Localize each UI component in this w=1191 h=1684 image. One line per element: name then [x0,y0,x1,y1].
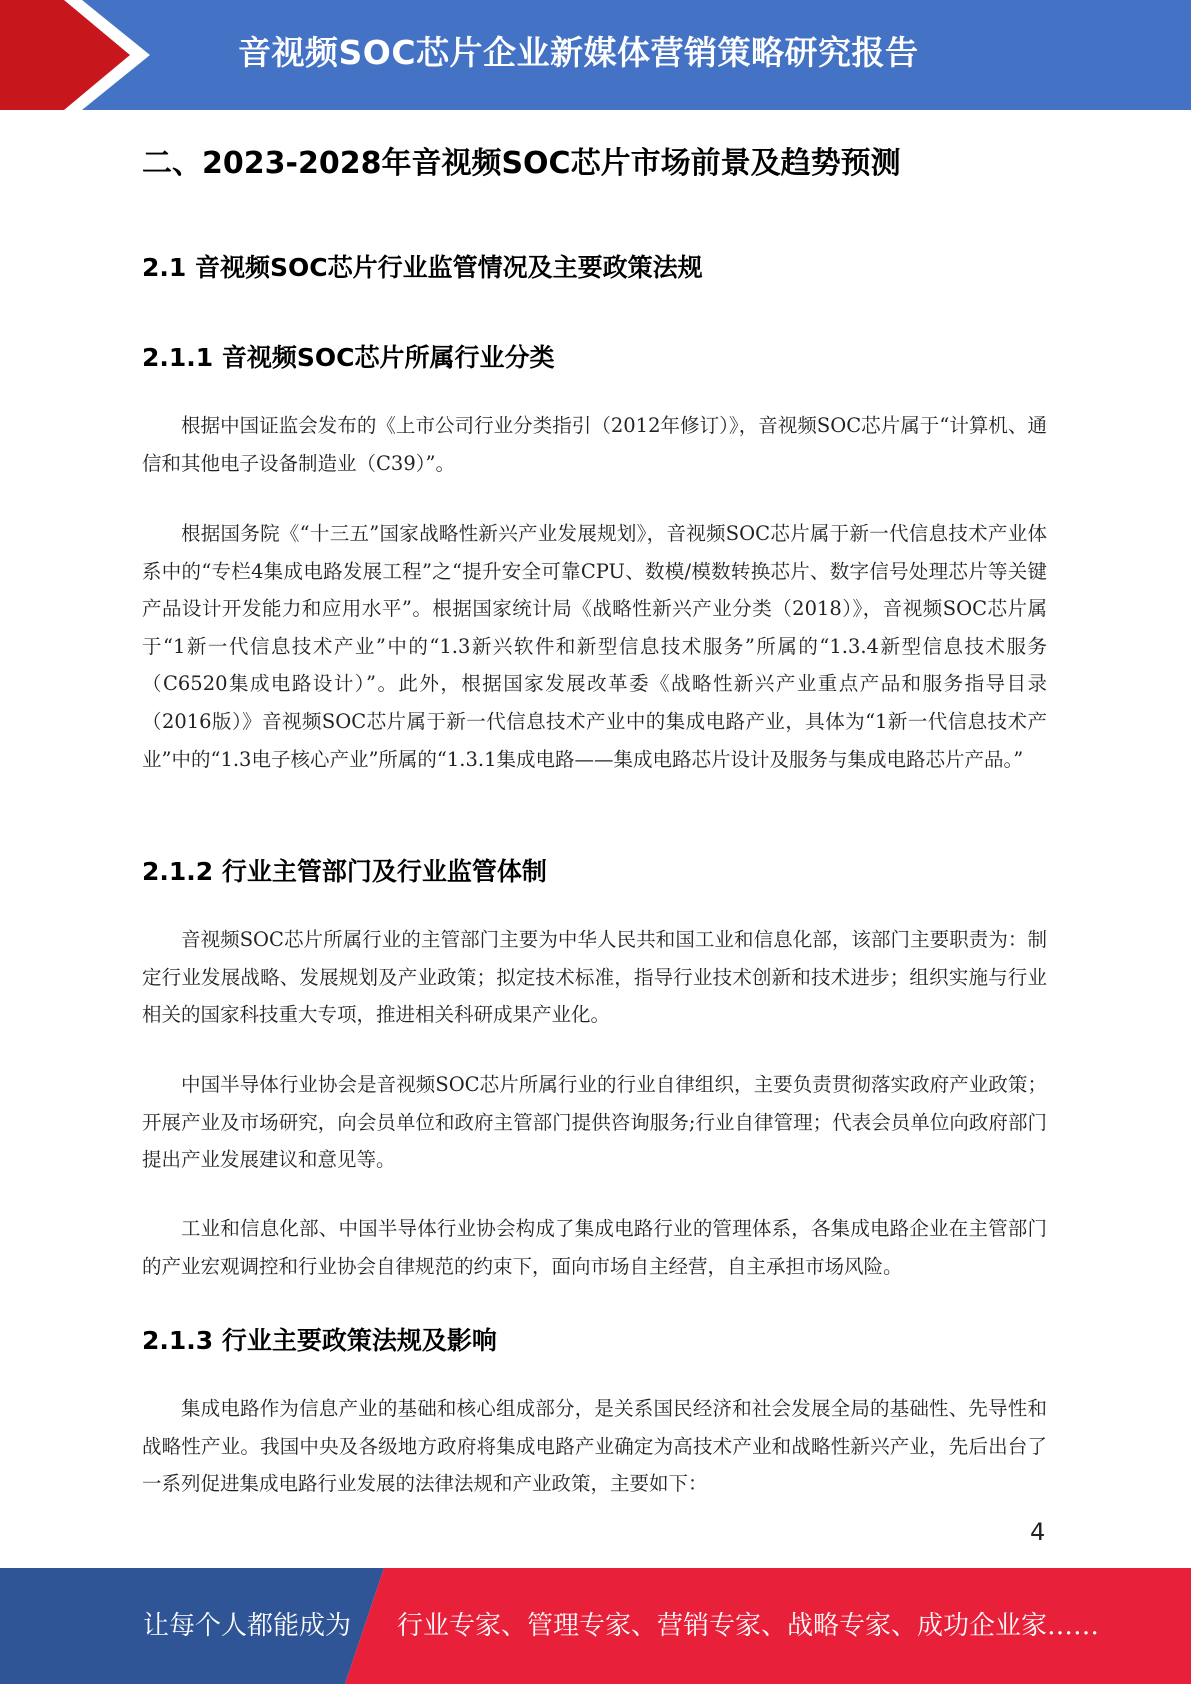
footer-slogan-left: 让每个人都能成为 [143,1611,352,1641]
paragraph: 根据国务院《“十三五”国家战略性新兴产业发展规划》，音视频SOC芯片属于新一代信息技术产业体系中的“专栏4集成电路发展工程”之“提升安全可靠CPU、数模/模数转换芯片、数字信号处理芯片等关键产品设计开发能力和应用水平”。根据国家统计局《战略性新兴产业分类（2018）》，音视频SOC芯片属于“1新一代信息技术产业”中的“1.3新兴软件和新型信息技术服务”所属的“1.3.4新型信息技术服务（C6520集成电路设计）”。此外，根据国家发展改革委《战略性新兴产业重点产品和服务指导目录（2016版）》音视频SOC芯片属于新一代信息技术产业中的集成电路产业，具体为“1新一代信息技术产业”中的“1.3电子核心产业”所属的“1.3.1集成电路——集成电路芯片设计及服务与集成电路芯片产品。” [142,522,1047,771]
heading-2-1-1: 2.1.1 音视频SOC芯片所属行业分类 [142,343,555,372]
heading-2-1-3: 2.1.3 行业主要政策法规及影响 [142,1326,497,1355]
paragraph: 根据中国证监会发布的《上市公司行业分类指引（2012年修订）》，音视频SOC芯片属于“计算机、通信和其他电子设备制造业（C39）”。 [142,414,1047,475]
paragraph: 中国半导体行业协会是音视频SOC芯片所属行业的行业自律组织，主要负责贯彻落实政府产业政策；开展产业及市场研究，向会员单位和政府主管部门提供咨询服务;行业自律管理；代表会员单位向政府部门提出产业发展建议和意见等。 [142,1073,1047,1172]
header-arrow-icon [0,0,170,110]
report-footer [0,1568,1191,1684]
footer-slogan-right: 行业专家、管理专家、营销专家、战略专家、成功企业家…… [397,1611,1100,1641]
heading-2-1-2: 2.1.2 行业主管部门及行业监管体制 [142,857,547,886]
paragraph: 集成电路作为信息产业的基础和核心组成部分，是关系国民经济和社会发展全局的基础性、先导性和战略性产业。我国中央及各级地方政府将集成电路产业确定为高技术产业和战略性新兴产业，先后出台了一系列促进集成电路行业发展的法律法规和产业政策，主要如下： [142,1397,1047,1496]
page-number: 4 [1030,1518,1046,1546]
paragraph: 音视频SOC芯片所属行业的主管部门主要为中华人民共和国工业和信息化部，该部门主要职责为：制定行业发展战略、发展规划及产业政策；拟定技术标准，指导行业技术创新和技术进步；组织实施与行业相关的国家科技重大专项，推进相关科研成果产业化。 [142,928,1047,1027]
paragraph: 工业和信息化部、中国半导体行业协会构成了集成电路行业的管理体系，各集成电路企业在主管部门的产业宏观调控和行业协会自律规范的约束下，面向市场自主经营，自主承担市场风险。 [142,1217,1047,1278]
subsection-heading-2-1: 2.1 音视频SOC芯片行业监管情况及主要政策法规 [142,253,703,282]
report-header [0,0,1191,110]
report-title: 音视频SOC芯片企业新媒体营销策略研究报告 [238,33,919,72]
section-title: 二、2023-2028年音视频SOC芯片市场前景及趋势预测 [142,146,901,181]
